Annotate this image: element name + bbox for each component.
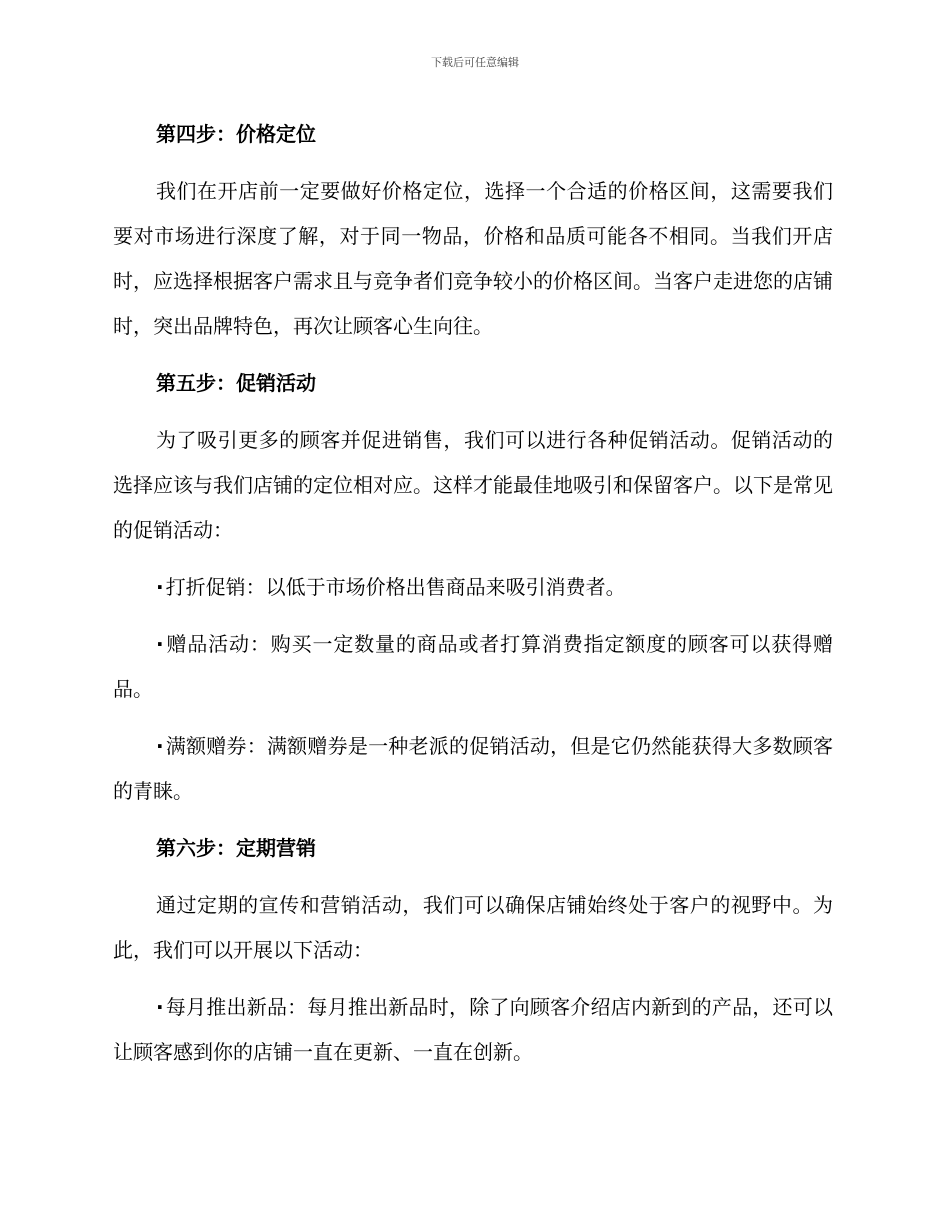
bullet-item [113, 724, 833, 814]
bullet-dot-icon: · [156, 575, 164, 599]
document-body [113, 112, 833, 1087]
page-header: 下载后可任意编辑 [431, 56, 519, 69]
paragraph: 为了吸引更多的顾客并促进销售，我们可以进行各种促销活动。促销活动的选择应该与我们店铺的定位相对应。这样才能最佳地吸引和保留客户。以下是常见的促销活动： [113, 428, 833, 542]
bullet-item [113, 985, 833, 1075]
section-heading-step6: 第六步：定期营销 [156, 836, 316, 860]
bullet-dot-icon: · [156, 734, 164, 758]
bullet-item [113, 565, 833, 610]
bullet-item [113, 622, 833, 712]
bullet-text: 赠品活动：购买一定数量的商品或者打算消费指定额度的顾客可以获得赠品。 [113, 632, 833, 701]
section-heading-step5: 第五步：促销活动 [156, 371, 316, 395]
bullet-dot-icon: · [156, 995, 164, 1019]
section-heading-step4: 第四步：价格定位 [156, 122, 316, 146]
paragraph: 通过定期的宣传和营销活动，我们可以确保店铺始终处于客户的视野中。为此，我们可以开展以下活动： [113, 893, 833, 962]
paragraph: 我们在开店前一定要做好价格定位，选择一个合适的价格区间，这需要我们要对市场进行深度了解，对于同一物品，价格和品质可能各不相同。当我们开店时，应选择根据客户需求且与竞争者们竞争较小的价格区间。当客户走进您的店铺时，突出品牌特色，再次让顾客心生向往。 [113, 179, 833, 338]
bullet-text: 满额赠券：满额赠券是一种老派的促销活动，但是它仍然能获得大多数顾客的青睐。 [113, 734, 833, 803]
bullet-text: 打折促销：以低于市场价格出售商品来吸引消费者。 [165, 575, 626, 599]
bullet-dot-icon: · [156, 632, 164, 656]
bullet-text: 每月推出新品：每月推出新品时，除了向顾客介绍店内新到的产品，还可以让顾客感到你的店铺一直在更新、一直在创新。 [113, 995, 833, 1064]
